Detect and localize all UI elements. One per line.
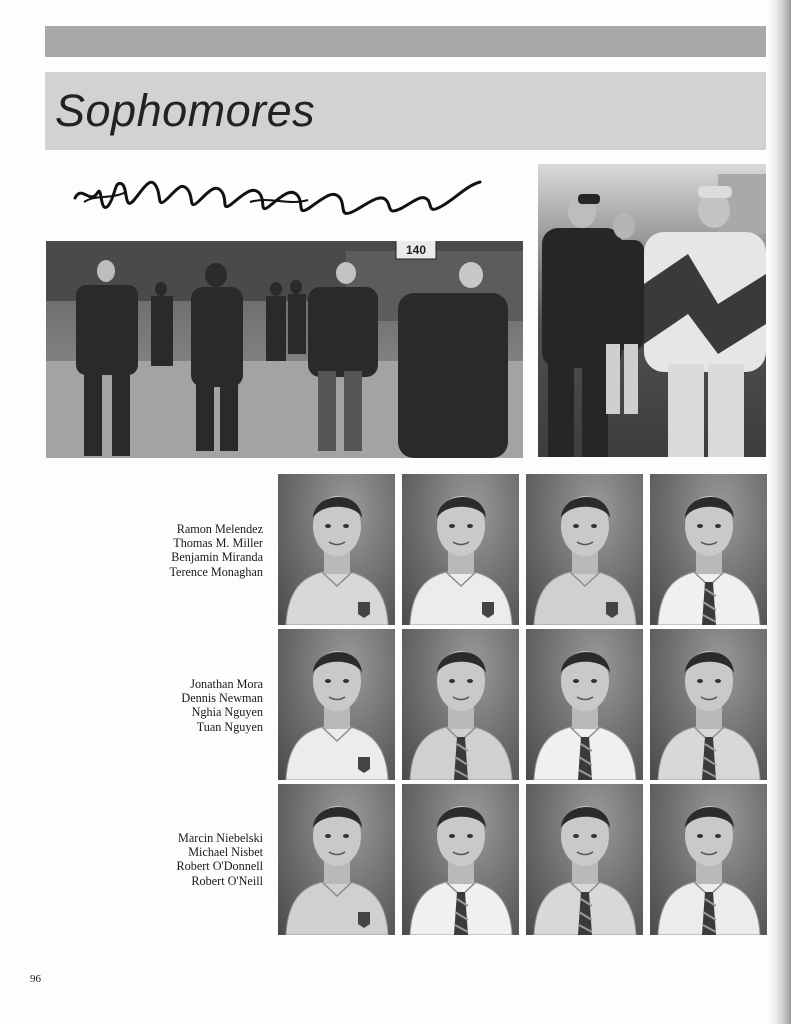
student-portrait: [402, 474, 519, 625]
candid-photo-walkway: [46, 241, 523, 458]
svg-text:140: 140: [405, 243, 427, 257]
student-name: Robert O'Neill: [191, 873, 263, 888]
signature-scribble: [70, 166, 495, 226]
page-edge-shadow: [767, 0, 791, 1024]
road-sign: [396, 241, 436, 259]
student-portrait: [402, 784, 519, 935]
page-title: Sophomores: [55, 85, 316, 136]
header-bar: [45, 26, 766, 57]
student-name: Marcin Niebelski: [178, 831, 263, 845]
student-name: Ramon Melendez: [176, 522, 263, 536]
student-portrait: [278, 784, 395, 935]
page-number: 96: [30, 973, 41, 985]
student-name: Nghia Nguyen: [191, 705, 263, 720]
student-portrait: [526, 629, 643, 780]
student-name: Robert O'Donnell: [176, 859, 263, 874]
student-portrait: [278, 474, 395, 625]
student-portrait: [650, 629, 767, 780]
name-list-row-2: [181, 677, 263, 734]
student-name: Michael Nisbet: [188, 845, 263, 860]
student-portrait: [526, 784, 643, 935]
student-portrait: [650, 784, 767, 935]
name-list-row-1: [169, 522, 263, 579]
student-portrait: [650, 474, 767, 625]
student-name: Jonathan Mora: [190, 677, 263, 691]
student-name: Benjamin Miranda: [171, 550, 263, 565]
student-portrait: [526, 474, 643, 625]
student-name: Terence Monaghan: [169, 564, 263, 579]
name-list-row-3: [177, 831, 263, 888]
student-name: Thomas M. Miller: [173, 536, 263, 551]
candid-photo-crowd: [538, 164, 766, 457]
student-portrait: [402, 629, 519, 780]
student-portrait: [278, 629, 395, 780]
student-name: Dennis Newman: [181, 691, 263, 706]
student-name: Tuan Nguyen: [196, 719, 263, 734]
